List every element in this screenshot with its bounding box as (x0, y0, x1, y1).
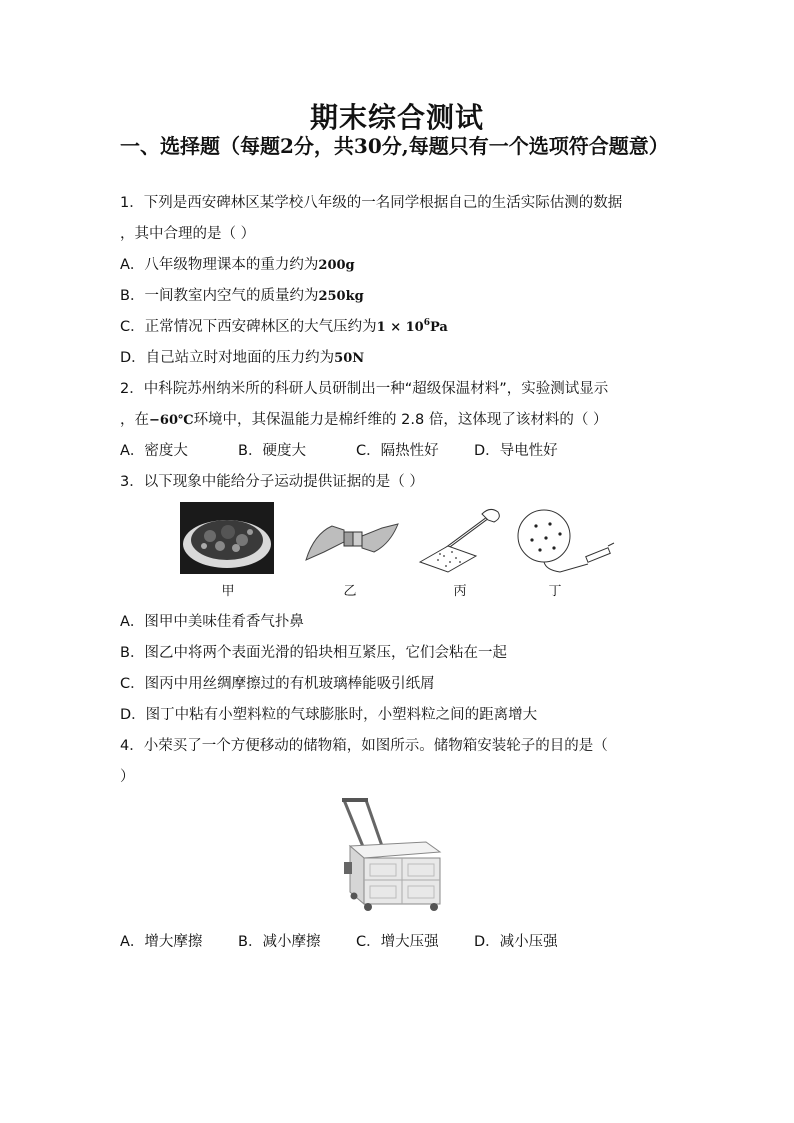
section-heading: 一、选择题（每题2分，共30分,每题只有一个选项符合题意） (120, 134, 669, 158)
q1-option-c-text: C．正常情况下西安碑林区的大气压约为 (120, 319, 377, 335)
q1-option-c (120, 315, 448, 336)
q4-options (120, 930, 558, 951)
q4-option-c: C．增大压强 (356, 934, 439, 950)
q3-figure-bing-rod-paper (416, 504, 506, 574)
q4-option-a: A．增大摩擦 (120, 934, 203, 950)
q4-option-b: B．减小摩擦 (238, 934, 321, 950)
q3-option-c: C．图丙中用丝绸摩擦过的有机玻璃棒能吸引纸屑 (120, 676, 435, 692)
q1-option-a-text: A．八年级物理课本的重力约为 (120, 257, 319, 273)
q2-options (120, 439, 558, 460)
q1-option-a-value: 200g (318, 258, 355, 273)
q3-caption-jia: 甲 (221, 584, 235, 599)
q3-option-a: A．图甲中美味佳肴香气扑鼻 (120, 614, 304, 630)
q1-option-b-text: B．一间教室内空气的质量约为 (120, 288, 319, 304)
q1-stem-line2: ，其中合理的是（ ） (120, 226, 256, 242)
q2-temperature: −60℃ (149, 413, 194, 428)
q1-option-d (120, 346, 364, 367)
q4-option-d: D．减小压强 (474, 934, 558, 950)
q4-figure-storage-box (336, 796, 446, 914)
q4-stem-line2: ） (120, 769, 135, 785)
q2-stem-line1: 2．中科院苏州纳米所的科研人员研制出一种“超级保温材料”，实验测试显示 (120, 381, 609, 397)
q3-figure-yi-lead-blocks (304, 508, 400, 568)
q2-option-c: C．隔热性好 (356, 443, 439, 459)
q1-option-b-value: 250kg (318, 289, 364, 304)
q2-stem-line2-a: ，在 (120, 412, 149, 428)
q1-option-c-value: 1 × 10 (376, 320, 424, 335)
q1-option-b (120, 284, 364, 305)
page-title: 期末综合测试 (309, 101, 484, 134)
q4-stem-line1: 4．小荣买了一个方便移动的储物箱，如图所示。储物箱安装轮子的目的是（ (120, 738, 608, 754)
q3-caption-bing: 丙 (453, 584, 467, 599)
q2-stem-line2 (120, 408, 607, 429)
q2-option-d: D．导电性好 (474, 443, 558, 459)
q3-option-d: D．图丁中粘有小塑料粒的气球膨胀时，小塑料粒之间的距离增大 (120, 707, 538, 723)
q3-option-b: B．图乙中将两个表面光滑的铅块相互紧压，它们会粘在一起 (120, 645, 507, 661)
q3-figure-ding-balloon (516, 508, 616, 578)
q1-option-c-unit: Pa (429, 320, 448, 335)
q3-caption-ding: 丁 (548, 584, 562, 599)
q2-option-a: A．密度大 (120, 443, 188, 459)
q2-stem-line2-b: 环境中，其保温能力是棉纤维的 2.8 倍，这体现了该材料的（ ） (193, 412, 608, 428)
q3-caption-yi: 乙 (343, 584, 357, 599)
q3-stem: 3．以下现象中能给分子运动提供证据的是（ ） (120, 474, 424, 490)
q1-option-a (120, 253, 355, 274)
q1-stem-line1: 1．下列是西安碑林区某学校八年级的一名同学根据自己的生活实际估测的数据 (120, 195, 623, 211)
q1-option-d-text: D．自己站立时对地面的压力约为 (120, 350, 335, 366)
q2-option-b: B．硬度大 (238, 443, 306, 459)
q1-option-c-exponent: 6 (423, 318, 430, 329)
q1-option-d-value: 50N (334, 351, 365, 366)
q3-figure-jia-food-photo (180, 502, 274, 574)
